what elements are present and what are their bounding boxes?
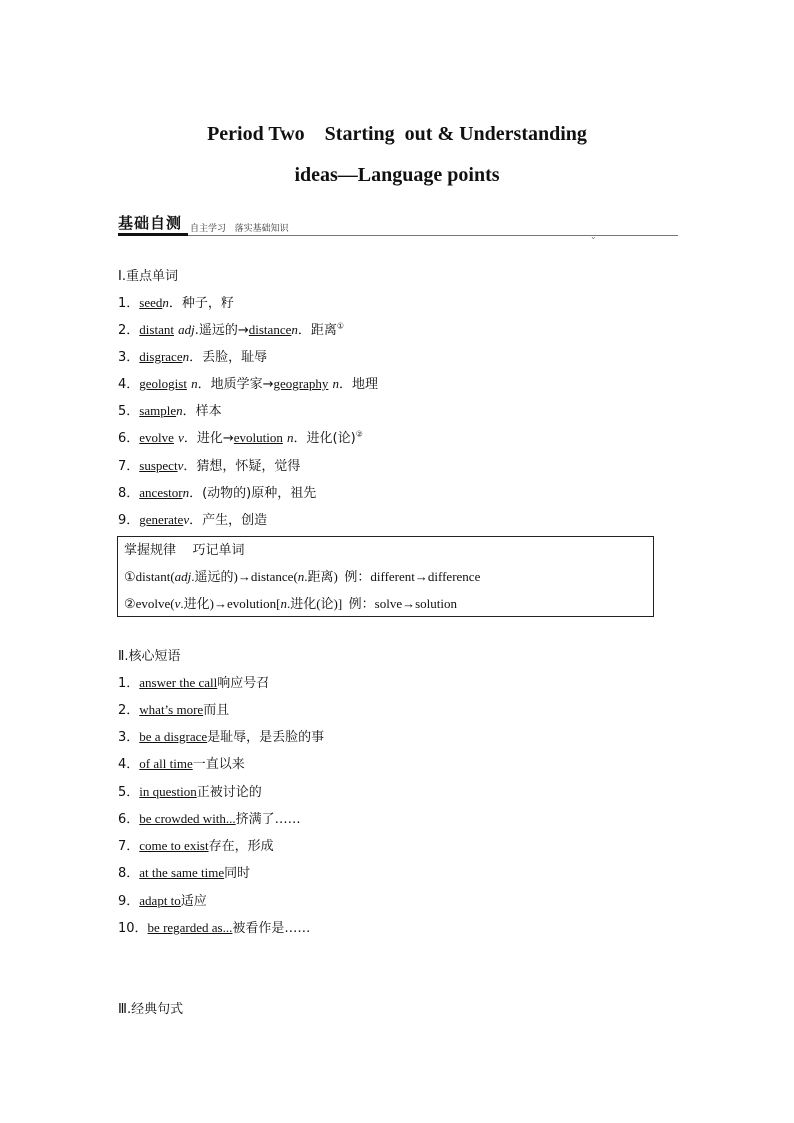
vocab-word: generate (139, 512, 184, 527)
definition: ．(动物的)原种，祖先 (189, 486, 317, 501)
part-of-speech: v (177, 458, 184, 473)
item-number: 9． (118, 894, 140, 909)
section-heading-sentences: Ⅲ.经典句式 (118, 1002, 184, 1017)
item-number: 8． (118, 486, 140, 501)
document-title-line-1: Period Two Starting out & Understanding (207, 123, 587, 145)
definition: 而且 (203, 703, 230, 718)
item-number: 6． (118, 812, 140, 827)
item-number: 5． (118, 785, 140, 800)
vocab-item (118, 319, 344, 338)
vocab-word: evolve (139, 430, 174, 445)
vocab-item (118, 509, 267, 528)
item-number: 4． (118, 377, 140, 392)
tip-text: .遥远的)→distance( (191, 569, 298, 584)
phrase-item (118, 781, 262, 800)
vocab-item (118, 346, 267, 365)
vocab-item (118, 482, 316, 501)
vocab-item (118, 400, 222, 419)
tab-divider-line (188, 235, 678, 236)
vocab-word: distant (139, 322, 174, 337)
part-of-speech: v (174, 596, 181, 611)
phrase-item (118, 917, 310, 936)
phrase-text: answer the call (139, 675, 218, 690)
phrase-text: adapt to (139, 893, 181, 908)
definition: ．进化(论) (293, 431, 356, 446)
vocab-item (118, 455, 300, 474)
phrase-text: be crowded with... (139, 811, 236, 826)
phrase-text: at the same time (139, 865, 225, 880)
item-number: 3． (118, 350, 140, 365)
memory-tip-box (117, 536, 654, 617)
item-number: 5． (118, 404, 140, 419)
item-number: 1． (118, 676, 140, 691)
vocab-word: geologist (139, 376, 187, 391)
phrase-item (118, 808, 301, 827)
part-of-speech: n (280, 596, 287, 611)
tip-text: .距离) 例：different→difference (304, 569, 481, 584)
phrase-item (118, 835, 274, 854)
part-of-speech: n (332, 376, 340, 391)
phrase-item (118, 726, 324, 745)
tip-line-2 (124, 593, 457, 612)
vocab-item (118, 427, 363, 446)
arrow-icon: → (262, 377, 274, 392)
definition: ．丢脸，耻辱 (189, 350, 268, 365)
arrow-icon: → (237, 323, 249, 338)
definition: 正被讨论的 (196, 785, 262, 800)
part-of-speech: n (182, 349, 190, 364)
tip-title: 掌握规律 巧记单词 (124, 543, 245, 558)
definition: ．猜想，怀疑，觉得 (183, 459, 301, 474)
vocab-item (118, 373, 378, 392)
part-of-speech: n (297, 569, 305, 584)
definition: 同时 (224, 866, 251, 881)
part-of-speech: v (183, 512, 190, 527)
tip-text: .进化)→evolution[ (180, 596, 281, 611)
phrase-text: of all time (139, 756, 193, 771)
vocab-word: ancestor (139, 485, 183, 500)
vocab-item (118, 292, 234, 311)
vocab-word: disgrace (139, 349, 183, 364)
tab-underline-bold (118, 233, 188, 236)
phrase-item (118, 753, 245, 772)
item-number: 6． (118, 431, 140, 446)
part-of-speech: adj (178, 322, 195, 337)
arrow-icon: → (222, 431, 234, 446)
definition: 适应 (180, 894, 207, 909)
definition: ．距离 (297, 323, 337, 338)
tip-text: ①distant( (124, 569, 175, 584)
definition: ．进化 (183, 431, 223, 446)
definition: ．产生，创造 (189, 513, 268, 528)
part-of-speech: n (291, 322, 298, 337)
vocab-word: seed (139, 295, 163, 310)
phrase-item (118, 699, 229, 718)
vocab-word: suspect (139, 458, 178, 473)
item-number: 10． (118, 921, 148, 936)
derived-word: evolution (233, 430, 283, 445)
tip-line-1 (124, 566, 480, 585)
item-number: 2． (118, 703, 140, 718)
section-heading-vocabulary: Ⅰ.重点单词 (118, 269, 178, 284)
phrase-item (118, 890, 207, 909)
section-heading-phrases: Ⅱ.核心短语 (118, 649, 181, 664)
definition: .遥远的 (194, 323, 238, 338)
phrase-item (118, 672, 269, 691)
tip-text: ②evolve( (124, 596, 175, 611)
definition: ．样本 (182, 404, 222, 419)
item-number: 7． (118, 839, 140, 854)
phrase-text: in question (139, 784, 197, 799)
definition: 被看作是…… (232, 921, 311, 936)
definition: ．地理 (339, 377, 379, 392)
part-of-speech: n (191, 376, 198, 391)
definition: ．地质学家 (197, 377, 263, 392)
part-of-speech: adj (174, 569, 192, 584)
part-of-speech: n (182, 485, 190, 500)
footnote-marker: ① (336, 321, 345, 331)
part-of-speech: n (162, 295, 169, 310)
item-number: 3． (118, 730, 140, 745)
definition: ．种子，籽 (168, 296, 234, 311)
phrase-text: come to exist (139, 838, 209, 853)
phrase-text: be a disgrace (139, 729, 208, 744)
phrase-text: be regarded as... (147, 920, 233, 935)
definition: 挤满了…… (235, 812, 301, 827)
item-number: 8． (118, 866, 140, 881)
item-number: 9． (118, 513, 140, 528)
part-of-speech: v (178, 430, 184, 445)
footnote-marker: ② (355, 429, 363, 439)
section-tab-subtitle: 自主学习 落实基础知识 (190, 224, 289, 234)
vocab-word: sample (139, 403, 177, 418)
item-number: 2． (118, 323, 140, 338)
definition: 响应号召 (217, 676, 270, 691)
derived-word: distance (248, 322, 292, 337)
definition: 存在，形成 (208, 839, 274, 854)
document-title-line-2: ideas—Language points (294, 164, 500, 186)
section-tab-label: 基础自测 (118, 214, 183, 232)
derived-word: geography (273, 376, 329, 391)
divider-notch-icon: ⌄ (590, 232, 597, 241)
item-number: 4． (118, 757, 140, 772)
tip-text: .进化(论)] 例：solve→solution (286, 596, 458, 611)
definition: 是耻辱，是丢脸的事 (207, 730, 325, 745)
definition: 一直以来 (192, 757, 245, 772)
phrase-text: what’s more (139, 702, 204, 717)
phrase-item (118, 862, 250, 881)
item-number: 1． (118, 296, 140, 311)
item-number: 7． (118, 459, 140, 474)
part-of-speech: n (176, 403, 183, 418)
part-of-speech: n (287, 430, 294, 445)
